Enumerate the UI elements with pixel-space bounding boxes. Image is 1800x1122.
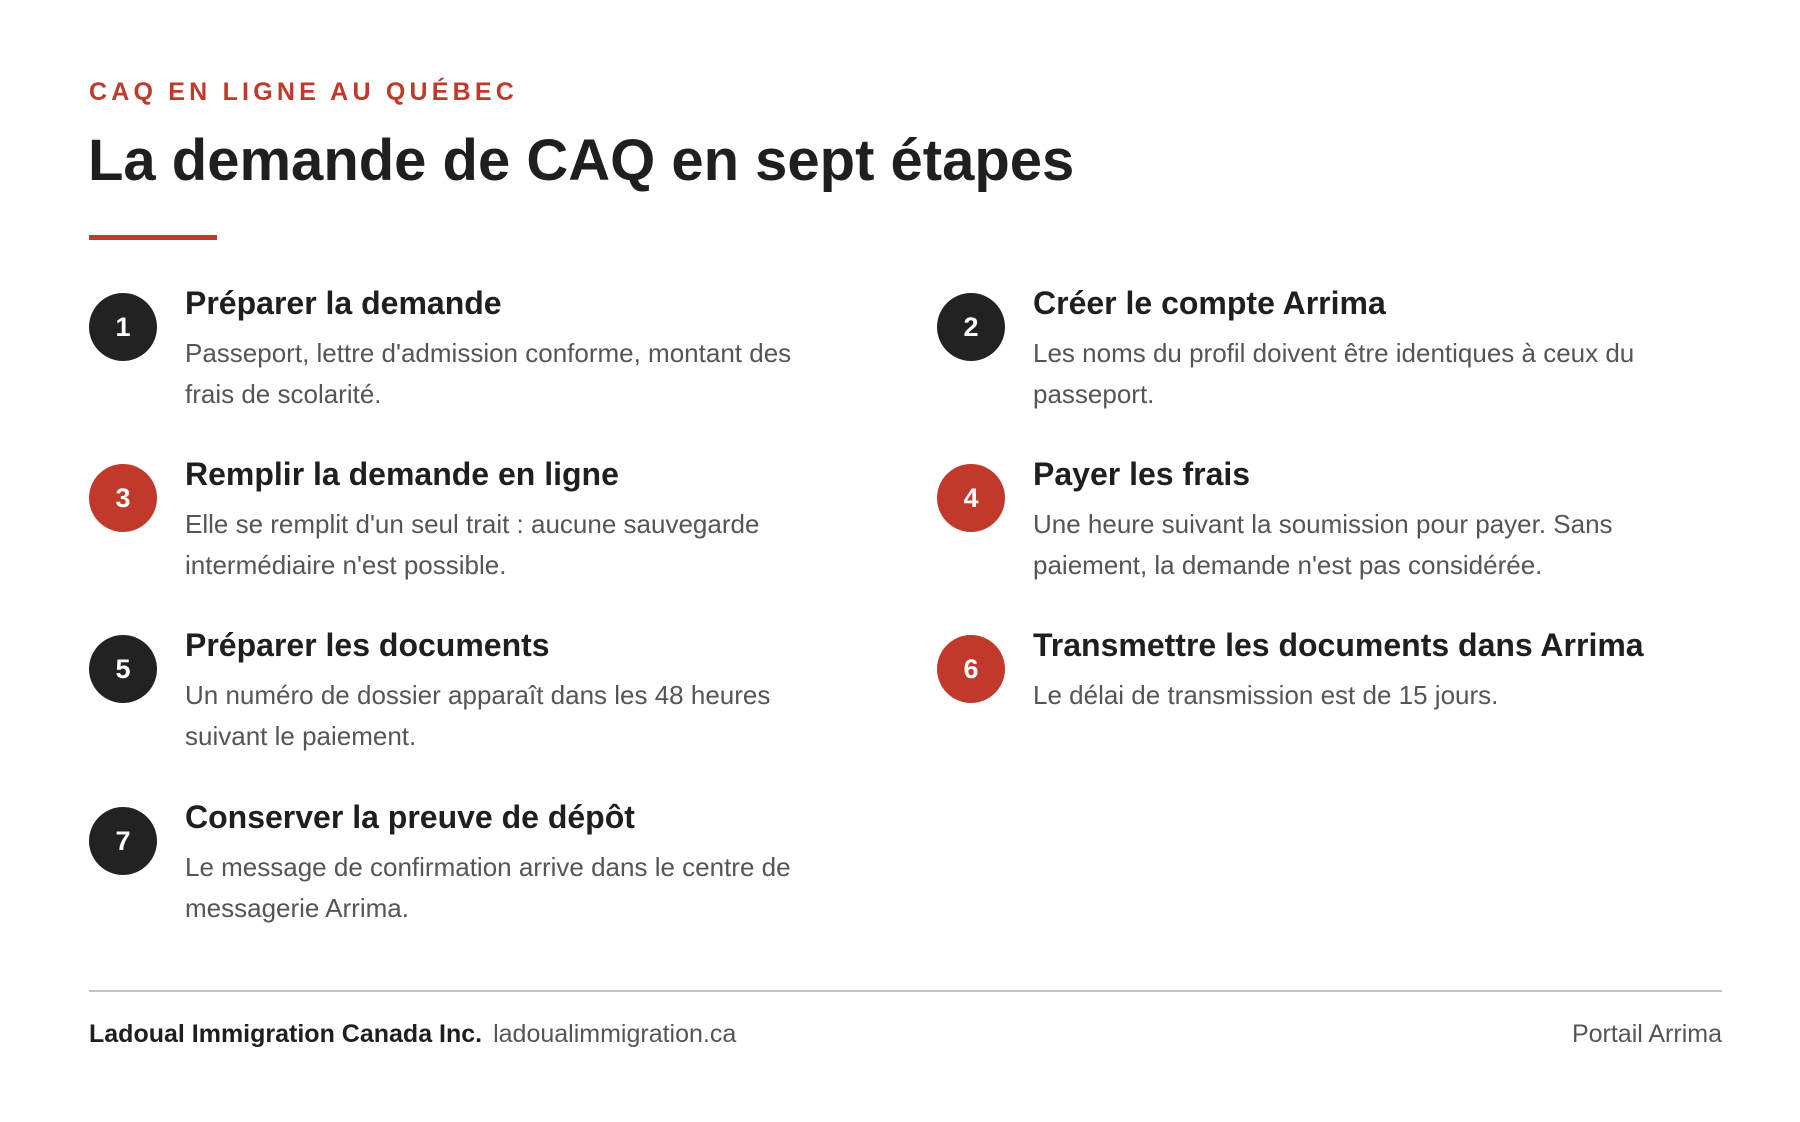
step-title: Payer les frais bbox=[1033, 456, 1251, 492]
step-title: Transmettre les documents dans Arrima bbox=[1033, 627, 1644, 663]
footer-portal-label: Portail Arrima bbox=[1571, 1020, 1722, 1048]
step-title: Remplir la demande en ligne bbox=[185, 456, 619, 492]
company-name: Ladoual Immigration Canada Inc. bbox=[89, 1020, 483, 1048]
step-number-badge: 7 bbox=[89, 807, 157, 875]
step-number-badge: 5 bbox=[89, 635, 157, 703]
step-description: Le délai de transmission est de 15 jours. bbox=[1033, 680, 1499, 710]
step-number-badge: 1 bbox=[89, 293, 157, 361]
step-description: Une heure suivant la soumission pour payer. Sans paiement, la demande n'est pas considérée. bbox=[1033, 509, 1613, 580]
footer-company-block bbox=[89, 1020, 736, 1049]
step-number-badge: 6 bbox=[937, 635, 1005, 703]
step-description: Un numéro de dossier apparaît dans les 48 heures suivant le paiement. bbox=[185, 680, 771, 751]
step-description: Le message de confirmation arrive dans le centre de messagerie Arrima. bbox=[185, 852, 791, 923]
company-url[interactable]: ladoualimmigration.ca bbox=[493, 1020, 737, 1048]
footer-divider bbox=[89, 990, 1722, 992]
step-description: Elle se remplit d'un seul trait : aucune sauvegarde intermédiaire n'est possible. bbox=[185, 509, 760, 580]
step-title: Préparer la demande bbox=[185, 285, 502, 321]
step-title: Conserver la preuve de dépôt bbox=[185, 799, 635, 835]
step-title: Préparer les documents bbox=[185, 627, 550, 663]
step-title: Créer le compte Arrima bbox=[1033, 285, 1386, 321]
page-kicker: CAQ EN LIGNE AU QUÉBEC bbox=[89, 78, 518, 106]
step-number-badge: 2 bbox=[937, 293, 1005, 361]
step-number-badge: 4 bbox=[937, 464, 1005, 532]
step-description: Passeport, lettre d'admission conforme, montant des frais de scolarité. bbox=[185, 338, 792, 409]
title-accent-rule bbox=[89, 235, 217, 240]
page-title: La demande de CAQ en sept étapes bbox=[88, 128, 1075, 193]
step-number-badge: 3 bbox=[89, 464, 157, 532]
step-description: Les noms du profil doivent être identiques à ceux du passeport. bbox=[1033, 338, 1635, 409]
